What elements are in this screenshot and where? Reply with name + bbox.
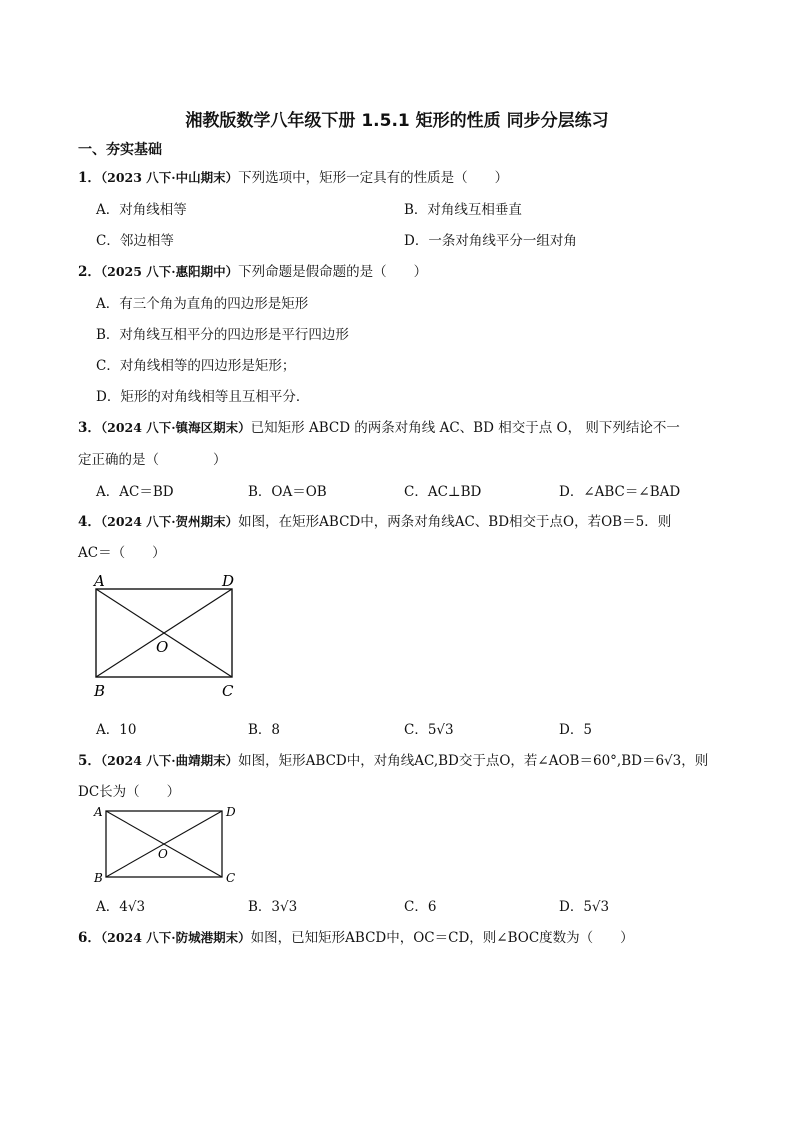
vertex-label-b: B xyxy=(94,682,106,700)
question-5-continued: DC长为（ ） xyxy=(78,784,181,800)
vertex-label-c: C xyxy=(222,682,234,700)
question-source: （2024 八下·曲靖期末） xyxy=(100,753,239,768)
question-source: （2024 八下·贺州期末） xyxy=(100,514,239,529)
question-text: 下列选项中，矩形一定具有的性质是（ ） xyxy=(238,170,509,186)
vertex-label-d: D xyxy=(226,805,236,819)
rectangle-figure-2 xyxy=(90,802,242,888)
vertex-label-b: B xyxy=(94,871,103,885)
option-c: C．5√3 xyxy=(404,722,454,738)
vertex-label-a: A xyxy=(94,572,105,590)
option-a: A．有三个角为直角的四边形是矩形 xyxy=(96,296,309,312)
option-b: B．3√3 xyxy=(248,899,298,915)
question-text: 如图，在矩形ABCD中，两条对角线AC、BD相交于点O，若OB＝5．则 xyxy=(238,514,672,530)
option-a: A．10 xyxy=(96,722,137,738)
option-d: D．5 xyxy=(559,722,592,738)
option-d: D．一条对角线平分一组对角 xyxy=(404,233,577,249)
question-3-continued: 定正确的是（ ） xyxy=(78,452,227,468)
option-d: D．∠ABC＝∠BAD xyxy=(559,484,681,500)
question-number: 6． xyxy=(78,930,101,946)
option-a: A．AC＝BD xyxy=(96,484,174,500)
center-label-o: O xyxy=(156,638,169,656)
question-1 xyxy=(78,166,508,186)
center-label-o: O xyxy=(158,847,168,861)
question-source: （2023 八下·中山期末） xyxy=(100,170,239,185)
question-source: （2025 八下·惠阳期中） xyxy=(100,264,239,279)
option-b: B．对角线互相平分的四边形是平行四边形 xyxy=(96,327,349,343)
question-number: 1． xyxy=(78,170,101,186)
question-number: 5． xyxy=(78,753,101,769)
question-6 xyxy=(78,926,634,946)
question-number: 2． xyxy=(78,264,101,280)
option-a: A．对角线相等 xyxy=(96,202,187,218)
option-c: C．AC⊥BD xyxy=(404,484,482,500)
option-d: D．矩形的对角线相等且互相平分． xyxy=(96,389,310,405)
option-b: B．对角线互相垂直 xyxy=(404,202,522,218)
option-b: B．8 xyxy=(248,722,281,738)
question-source: （2024 八下·防城港期末） xyxy=(100,930,251,945)
option-d: D．5√3 xyxy=(559,899,610,915)
vertex-label-c: C xyxy=(226,871,236,885)
option-c: C．对角线相等的四边形是矩形； xyxy=(96,358,296,374)
rectangle-figure-1 xyxy=(88,570,248,702)
question-text: 如图，矩形ABCD中，对角线AC,BD交于点O，若∠AOB＝60°,BD＝6√3，则 xyxy=(238,753,709,769)
question-4 xyxy=(78,510,671,530)
page-title: 湘教版数学八年级下册 1.5.1 矩形的性质 同步分层练习 xyxy=(185,111,609,131)
vertex-label-d: D xyxy=(222,572,235,590)
option-c: C．邻边相等 xyxy=(96,233,174,249)
option-a: A．4√3 xyxy=(96,899,146,915)
question-text: 如图，已知矩形ABCD中，OC＝CD，则∠BOC度数为（ ） xyxy=(250,930,634,946)
question-2 xyxy=(78,260,427,280)
question-3 xyxy=(78,416,680,436)
question-5 xyxy=(78,749,708,769)
vertex-label-a: A xyxy=(94,805,103,819)
question-4-continued: AC＝（ ） xyxy=(78,545,166,561)
option-b: B．OA＝OB xyxy=(248,484,327,500)
section-heading: 一、夯实基础 xyxy=(78,142,162,158)
question-number: 3． xyxy=(78,420,101,436)
question-source: （2024 八下·镇海区期末） xyxy=(100,420,251,435)
question-text: 已知矩形 ABCD 的两条对角线 AC、BD 相交于点 O， 则下列结论不一 xyxy=(250,420,680,436)
question-number: 4． xyxy=(78,514,101,530)
question-text: 下列命题是假命题的是（ ） xyxy=(238,264,428,280)
option-c: C．6 xyxy=(404,899,437,915)
